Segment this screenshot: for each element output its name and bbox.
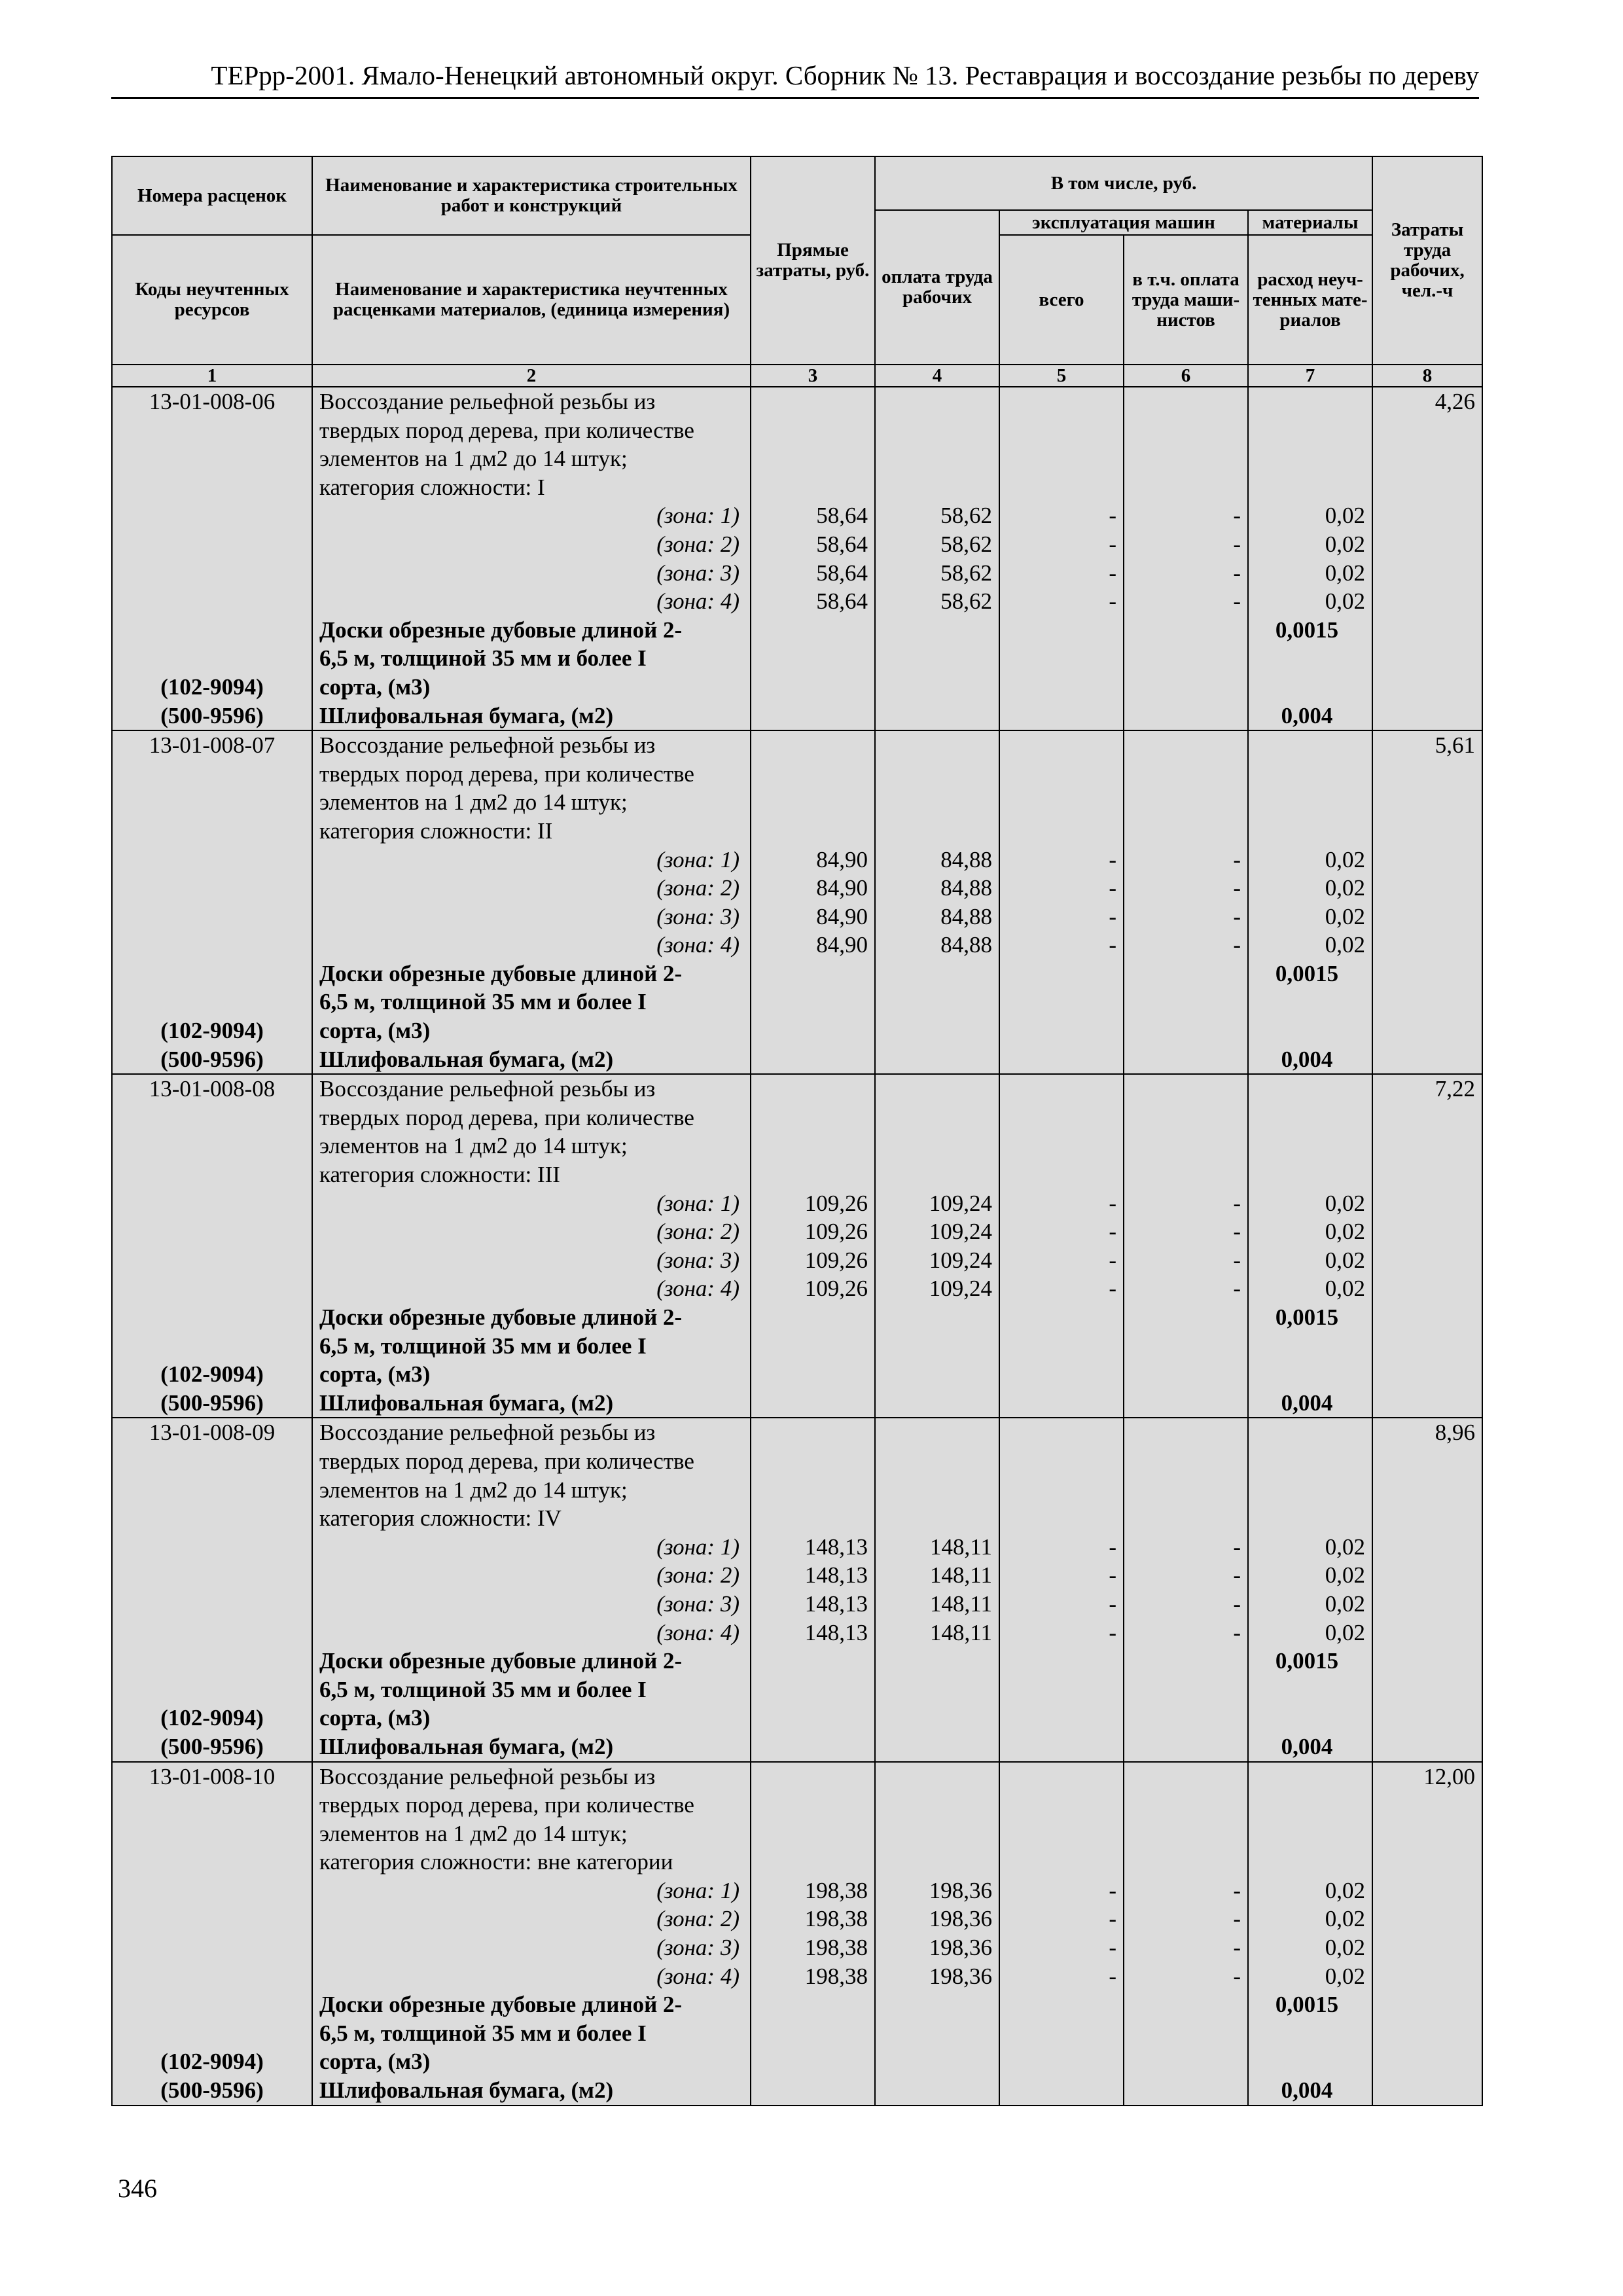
machines-value: - (1109, 903, 1116, 929)
labor-value: 8,96 (1435, 1420, 1476, 1446)
direct-cost-value: 198,38 (804, 1906, 868, 1932)
materials-value: 0,02 (1325, 1590, 1366, 1617)
materials-value: 0,02 (1325, 560, 1366, 586)
operators-value: - (1233, 1906, 1241, 1932)
direct-cost-value: 148,13 (804, 1534, 868, 1560)
direct-cost-value: 58,64 (816, 588, 868, 615)
zone-label: (зона: 2) (656, 875, 740, 901)
operators-value: - (1233, 1190, 1241, 1216)
wages-value: 148,11 (930, 1619, 992, 1645)
operators-value: - (1233, 932, 1241, 958)
labor-cell (1372, 1418, 1482, 1761)
zone-label: (зона: 4) (656, 932, 740, 958)
resource-code: (500-9596) (160, 1046, 264, 1072)
rates-body (112, 387, 1482, 2106)
direct-cost-value: 109,26 (804, 1276, 868, 1302)
machines-cell (999, 387, 1124, 730)
zone-label: (зона: 3) (656, 903, 740, 929)
rate-title-line: Воссоздание рельефной резьбы из (319, 389, 656, 414)
direct-costs-cell (751, 1762, 875, 2106)
resource-name-line: 6,5 м, толщиной 35 мм и более I (319, 645, 647, 672)
zone-label: (зона: 4) (656, 1276, 740, 1302)
resource-name-line: Шлифовальная бумага, (м2) (319, 1390, 614, 1416)
labor-value: 12,00 (1423, 1763, 1476, 1789)
resource-code: (500-9596) (160, 702, 264, 728)
operators-value: - (1233, 1534, 1241, 1560)
wages-value: 109,24 (929, 1219, 992, 1245)
resource-name-line: Шлифовальная бумага, (м2) (319, 2077, 614, 2104)
materials-value: 0,02 (1325, 531, 1366, 557)
zone-label: (зона: 4) (656, 1963, 740, 1989)
column-index-row (112, 365, 1482, 387)
col-wages-header: оплата труда рабочих (875, 210, 999, 365)
resource-name-line: сорта, (м3) (319, 673, 431, 700)
machines-value: - (1109, 1190, 1116, 1216)
machines-value: - (1109, 1963, 1116, 1989)
resource-name-line: Доски обрезные дубовые длиной 2- (319, 617, 683, 643)
direct-costs-cell (751, 730, 875, 1074)
machines-value: - (1109, 1877, 1116, 1903)
zone-label: (зона: 2) (656, 1906, 740, 1932)
materials-value: 0,02 (1325, 1190, 1366, 1216)
rate-title-line: категория сложности: I (319, 474, 545, 500)
rate-title-line: элементов на 1 дм2 до 14 штук; (319, 789, 628, 816)
column-index: 8 (1372, 365, 1482, 387)
zone-label: (зона: 1) (656, 1190, 740, 1216)
resource-name-line: Шлифовальная бумага, (м2) (319, 1046, 614, 1072)
machines-cell (999, 1418, 1124, 1761)
page-number: 346 (118, 2174, 157, 2203)
wages-value: 198,36 (929, 1963, 992, 1989)
zone-label: (зона: 4) (656, 1619, 740, 1645)
materials-cell (1248, 730, 1372, 1074)
rate-code: 13-01-008-10 (149, 1763, 276, 1789)
resource-name-line: Шлифовальная бумага, (м2) (319, 1733, 614, 1759)
column-index: 3 (751, 365, 875, 387)
direct-cost-value: 198,38 (804, 1963, 868, 1989)
direct-cost-value: 148,13 (804, 1562, 868, 1588)
wages-value: 148,11 (930, 1590, 992, 1617)
direct-cost-value: 58,64 (816, 560, 868, 586)
rate-title-line: категория сложности: IV (319, 1505, 562, 1532)
resource-code: (102-9094) (160, 1018, 264, 1044)
operators-value: - (1233, 531, 1241, 557)
direct-cost-value: 198,38 (804, 1877, 868, 1903)
wages-value: 58,62 (940, 588, 992, 615)
materials-cell (1248, 1074, 1372, 1418)
resource-name-line: Доски обрезные дубовые длиной 2- (319, 960, 683, 986)
col-material-name-header: Наименование и характеристика неучтенных расценками материалов, (единица измерения) (312, 235, 751, 365)
operators-value: - (1233, 560, 1241, 586)
direct-cost-value: 148,13 (804, 1590, 868, 1617)
group-including-header: В том числе, руб. (875, 156, 1372, 210)
machines-value: - (1109, 1590, 1116, 1617)
col-rate-numbers-header: Номера расценок (112, 156, 312, 235)
resource-consumption: 0,0015 (1275, 1304, 1339, 1330)
materials-cell (1248, 1418, 1372, 1761)
table-header (112, 156, 1482, 387)
materials-value: 0,02 (1325, 1534, 1366, 1560)
resource-name-line: Доски обрезные дубовые длиной 2- (319, 1992, 683, 2018)
col-direct-costs-header: Прямые затраты, руб. (751, 156, 875, 365)
resource-name-line: сорта, (м3) (319, 1361, 431, 1388)
resource-code: (500-9596) (160, 1733, 264, 1759)
operators-cell (1124, 730, 1248, 1074)
zone-label: (зона: 1) (656, 1877, 740, 1903)
zone-label: (зона: 2) (656, 1219, 740, 1245)
wages-cell (875, 1418, 999, 1761)
resource-code: (102-9094) (160, 1705, 264, 1731)
wages-cell (875, 1762, 999, 2106)
zone-label: (зона: 1) (656, 503, 740, 529)
zone-label: (зона: 3) (656, 1247, 740, 1273)
wages-value: 148,11 (930, 1562, 992, 1588)
rate-title-line: элементов на 1 дм2 до 14 штук; (319, 1820, 628, 1846)
resource-name-line: Доски обрезные дубовые длиной 2- (319, 1304, 683, 1330)
resource-name-line: 6,5 м, толщиной 35 мм и более I (319, 1333, 647, 1359)
rate-title-line: твердых пород дерева, при количестве (319, 417, 694, 443)
wages-value: 84,88 (940, 932, 992, 958)
wages-value: 58,62 (940, 531, 992, 557)
labor-value: 5,61 (1435, 732, 1476, 759)
rate-row (112, 1762, 1482, 2106)
rate-title-line: Воссоздание рельефной резьбы из (319, 1763, 656, 1789)
machines-value: - (1109, 1247, 1116, 1273)
column-index: 2 (312, 365, 751, 387)
labor-cell (1372, 1762, 1482, 2106)
rate-row (112, 1418, 1482, 1761)
materials-value: 0,02 (1325, 932, 1366, 958)
direct-cost-value: 58,64 (816, 531, 868, 557)
resource-name-line: Шлифовальная бумага, (м2) (319, 702, 614, 728)
materials-value: 0,02 (1325, 1219, 1366, 1245)
rate-code: 13-01-008-08 (149, 1076, 276, 1102)
labor-cell (1372, 387, 1482, 730)
machines-group-header: эксплуатация машин (999, 210, 1248, 235)
resource-code: (102-9094) (160, 673, 264, 700)
resource-consumption: 0,004 (1281, 1390, 1333, 1416)
rate-title-line: твердых пород дерева, при количестве (319, 1792, 694, 1818)
operators-value: - (1233, 1877, 1241, 1903)
wages-value: 84,88 (940, 875, 992, 901)
materials-value: 0,02 (1325, 903, 1366, 929)
rate-code: 13-01-008-06 (149, 389, 276, 414)
col-materials-consumption-header: расход неуч-тенных мате-риалов (1248, 235, 1372, 365)
zone-label: (зона: 3) (656, 560, 740, 586)
resource-code: (102-9094) (160, 2049, 264, 2075)
rate-description-cell (312, 1418, 751, 1761)
materials-value: 0,02 (1325, 846, 1366, 872)
operators-value: - (1233, 1219, 1241, 1245)
rate-title-line: Воссоздание рельефной резьбы из (319, 732, 656, 759)
resource-name-line: 6,5 м, толщиной 35 мм и более I (319, 989, 647, 1015)
direct-cost-value: 148,13 (804, 1619, 868, 1645)
direct-cost-value: 84,90 (816, 846, 868, 872)
operators-value: - (1233, 1935, 1241, 1961)
machines-cell (999, 1074, 1124, 1418)
col-work-name-header: Наименование и характеристика строительных работ и конструкций (312, 156, 751, 235)
machines-cell (999, 1762, 1124, 2106)
zone-label: (зона: 3) (656, 1590, 740, 1617)
operators-value: - (1233, 875, 1241, 901)
wages-value: 198,36 (929, 1935, 992, 1961)
rate-code: 13-01-008-09 (149, 1420, 276, 1446)
operators-value: - (1233, 1247, 1241, 1273)
machines-cell (999, 730, 1124, 1074)
rates-table (111, 156, 1483, 2106)
operators-value: - (1233, 1276, 1241, 1302)
rate-codes-cell (112, 387, 312, 730)
resource-name-line: 6,5 м, толщиной 35 мм и более I (319, 1676, 647, 1702)
col-resource-codes-header: Коды неучтенных ресурсов (112, 235, 312, 365)
machines-value: - (1109, 875, 1116, 901)
rate-row (112, 730, 1482, 1074)
zone-label: (зона: 1) (656, 846, 740, 872)
materials-value: 0,02 (1325, 1619, 1366, 1645)
direct-cost-value: 198,38 (804, 1935, 868, 1961)
machines-value: - (1109, 1906, 1116, 1932)
machines-value: - (1109, 932, 1116, 958)
operators-value: - (1233, 1619, 1241, 1645)
rate-codes-cell (112, 1074, 312, 1418)
zone-label: (зона: 2) (656, 1562, 740, 1588)
operators-value: - (1233, 503, 1241, 529)
wages-value: 198,36 (929, 1906, 992, 1932)
resource-consumption: 0,0015 (1275, 1648, 1339, 1674)
machines-value: - (1109, 1935, 1116, 1961)
machines-value: - (1109, 531, 1116, 557)
machines-value: - (1109, 503, 1116, 529)
operators-value: - (1233, 1963, 1241, 1989)
operators-value: - (1233, 1562, 1241, 1588)
direct-costs-cell (751, 1074, 875, 1418)
direct-costs-cell (751, 387, 875, 730)
operators-value: - (1233, 1590, 1241, 1617)
materials-value: 0,02 (1325, 875, 1366, 901)
materials-value: 0,02 (1325, 1877, 1366, 1903)
materials-value: 0,02 (1325, 1963, 1366, 1989)
machines-value: - (1109, 1276, 1116, 1302)
rate-description-cell (312, 1074, 751, 1418)
resource-code: (102-9094) (160, 1361, 264, 1388)
rate-title-line: твердых пород дерева, при количестве (319, 761, 694, 787)
materials-cell (1248, 1762, 1372, 2106)
rate-description-cell (312, 1762, 751, 2106)
direct-cost-value: 58,64 (816, 503, 868, 529)
wages-cell (875, 387, 999, 730)
materials-value: 0,02 (1325, 1276, 1366, 1302)
direct-cost-value: 109,26 (804, 1190, 868, 1216)
machines-value: - (1109, 560, 1116, 586)
materials-value: 0,02 (1325, 503, 1366, 529)
rate-code: 13-01-008-07 (149, 732, 276, 759)
rate-title-line: Воссоздание рельефной резьбы из (319, 1076, 656, 1102)
materials-value: 0,02 (1325, 1247, 1366, 1273)
zone-label: (зона: 3) (656, 1935, 740, 1961)
column-index: 5 (999, 365, 1124, 387)
resource-code: (500-9596) (160, 2077, 264, 2104)
rate-codes-cell (112, 1762, 312, 2106)
materials-value: 0,02 (1325, 1906, 1366, 1932)
labor-cell (1372, 1074, 1482, 1418)
direct-cost-value: 109,26 (804, 1219, 868, 1245)
machines-value: - (1109, 1219, 1116, 1245)
resource-consumption: 0,004 (1281, 1733, 1333, 1759)
operators-cell (1124, 387, 1248, 730)
resource-name-line: 6,5 м, толщиной 35 мм и более I (319, 2020, 647, 2046)
rate-codes-cell (112, 1418, 312, 1761)
col-operators-wages-header: в т.ч. оплата труда маши-нистов (1124, 235, 1248, 365)
resource-consumption: 0,0015 (1275, 960, 1339, 986)
wages-cell (875, 1074, 999, 1418)
wages-cell (875, 730, 999, 1074)
column-index: 4 (875, 365, 999, 387)
direct-cost-value: 84,90 (816, 875, 868, 901)
rate-row (112, 387, 1482, 730)
resource-consumption: 0,0015 (1275, 1992, 1339, 2018)
rate-title-line: категория сложности: вне категории (319, 1849, 673, 1875)
operators-cell (1124, 1418, 1248, 1761)
materials-cell (1248, 387, 1372, 730)
rate-title-line: твердых пород дерева, при количестве (319, 1448, 694, 1474)
rate-title-line: элементов на 1 дм2 до 14 штук; (319, 1477, 628, 1503)
machines-value: - (1109, 1562, 1116, 1588)
wages-value: 109,24 (929, 1276, 992, 1302)
column-index: 7 (1248, 365, 1372, 387)
column-index: 6 (1124, 365, 1248, 387)
operators-cell (1124, 1074, 1248, 1418)
wages-value: 84,88 (940, 903, 992, 929)
rate-description-cell (312, 730, 751, 1074)
resource-name-line: сорта, (м3) (319, 1018, 431, 1044)
machines-value: - (1109, 1534, 1116, 1560)
zone-label: (зона: 1) (656, 1534, 740, 1560)
resource-name-line: сорта, (м3) (319, 1705, 431, 1731)
machines-value: - (1109, 588, 1116, 615)
labor-value: 7,22 (1435, 1076, 1476, 1102)
materials-group-header: материалы (1248, 210, 1372, 235)
rate-title-line: Воссоздание рельефной резьбы из (319, 1420, 656, 1446)
operators-cell (1124, 1762, 1248, 2106)
operators-value: - (1233, 903, 1241, 929)
materials-value: 0,02 (1325, 1935, 1366, 1961)
col-labor-costs-header: Затраты труда рабочих, чел.-ч (1372, 156, 1482, 365)
running-header: ТЕРрр-2001. Ямало-Ненецкий автономный округ. Сборник № 13. Реставрация и воссоздание резьбы по дереву (111, 58, 1479, 99)
col-machines-total-header: всего (999, 235, 1124, 365)
zone-label: (зона: 4) (656, 588, 740, 615)
wages-value: 58,62 (940, 503, 992, 529)
labor-cell (1372, 730, 1482, 1074)
wages-value: 109,24 (929, 1247, 992, 1273)
operators-value: - (1233, 846, 1241, 872)
direct-cost-value: 109,26 (804, 1247, 868, 1273)
wages-value: 58,62 (940, 560, 992, 586)
wages-value: 84,88 (940, 846, 992, 872)
resource-consumption: 0,004 (1281, 702, 1333, 728)
resource-consumption: 0,004 (1281, 1046, 1333, 1072)
machines-value: - (1109, 1619, 1116, 1645)
rate-title-line: элементов на 1 дм2 до 14 штук; (319, 446, 628, 472)
materials-value: 0,02 (1325, 588, 1366, 615)
column-index: 1 (112, 365, 312, 387)
resource-name-line: сорта, (м3) (319, 2049, 431, 2075)
wages-value: 148,11 (930, 1534, 992, 1560)
resource-consumption: 0,004 (1281, 2077, 1333, 2104)
rate-title-line: категория сложности: II (319, 817, 553, 844)
direct-cost-value: 84,90 (816, 903, 868, 929)
rate-title-line: твердых пород дерева, при количестве (319, 1104, 694, 1130)
wages-value: 109,24 (929, 1190, 992, 1216)
resource-name-line: Доски обрезные дубовые длиной 2- (319, 1648, 683, 1674)
zone-label: (зона: 2) (656, 531, 740, 557)
operators-value: - (1233, 588, 1241, 615)
resource-code: (500-9596) (160, 1390, 264, 1416)
rate-title-line: категория сложности: III (319, 1162, 560, 1188)
direct-costs-cell (751, 1418, 875, 1761)
machines-value: - (1109, 846, 1116, 872)
direct-cost-value: 84,90 (816, 932, 868, 958)
wages-value: 198,36 (929, 1877, 992, 1903)
rate-description-cell (312, 387, 751, 730)
labor-value: 4,26 (1435, 389, 1476, 414)
materials-value: 0,02 (1325, 1562, 1366, 1588)
resource-consumption: 0,0015 (1275, 617, 1339, 643)
rate-row (112, 1074, 1482, 1418)
rate-title-line: элементов на 1 дм2 до 14 штук; (319, 1133, 628, 1159)
rate-codes-cell (112, 730, 312, 1074)
